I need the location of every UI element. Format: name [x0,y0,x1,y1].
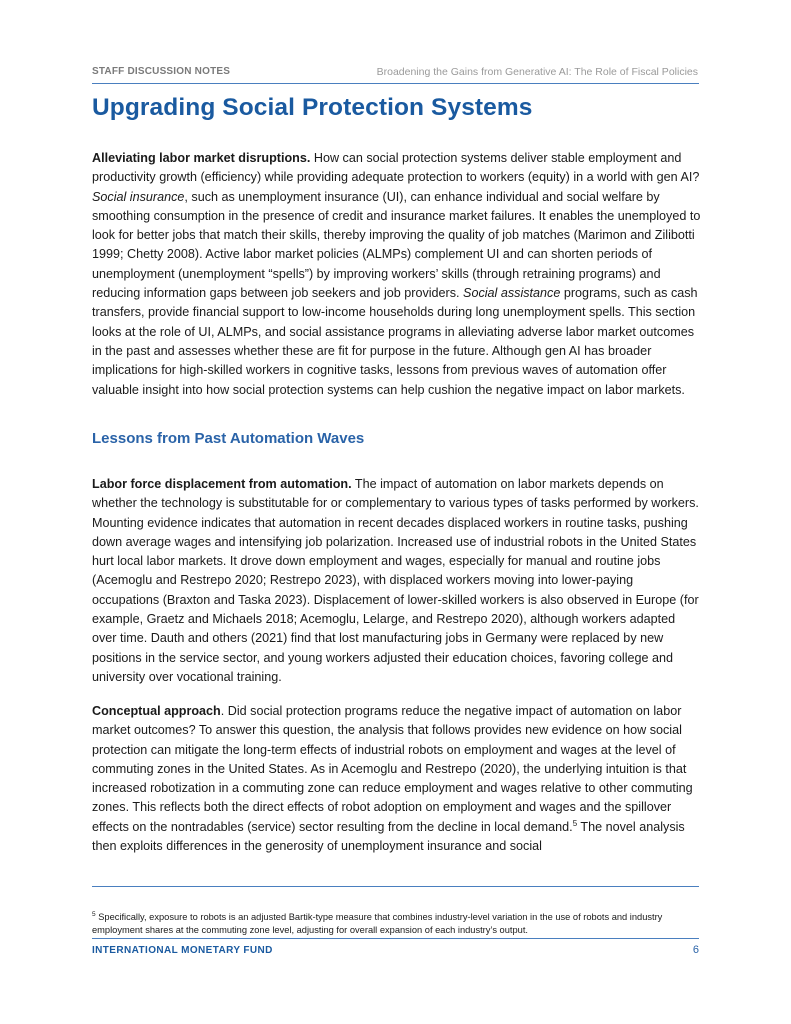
footnote [92,909,702,936]
header-divider [92,83,699,84]
footnote-marker: 5 [92,911,96,918]
italic-term: Social assistance [463,286,561,301]
paragraph-conceptual-approach [92,702,702,856]
paragraph-lead: Labor force displacement from automation. [92,477,352,491]
page-title: Upgrading Social Protection Systems [92,94,533,121]
paragraph-alleviating-disruptions [92,149,702,400]
paragraph-text: How can social protection systems deliver stable employment and productivity growth (efficiency) while providing adequate protection to workers (equity) in a world with gen AI? [92,151,700,185]
paragraph-labor-displacement [92,475,702,687]
footnote-text: Specifically, exposure to robots is an adjusted Bartik-type measure that combines industry-level variation in the use of robots and industry employment shares at the commuting zone level, adjusting for overall expansion of each industry’s output. [92,912,663,935]
paragraph-lead: Alleviating labor market disruptions. [92,151,311,165]
paragraph-lead: Conceptual approach [92,704,221,718]
footnote-divider [92,886,699,887]
paragraph-text: programs, such as cash transfers, provide financial support to low-income households during long unemployment spells. This section looks at the role of UI, ALMPs, and social assistance programs in alleviating adverse labor market outcomes in the past and assesses whether these are fit for purpose in the future. Although gen AI has broader implications for high-skilled workers in cognitive tasks, lessons from previous waves of automation offer valuable insight into how social protection systems can help cushion the negative impact on labor markets. [92,286,698,397]
header-series-label: STAFF DISCUSSION NOTES [92,66,231,77]
paragraph-text: The novel analysis then exploits differences in the generosity of unemployment insurance and social [92,819,685,854]
header-document-title: Broadening the Gains from Generative AI: The Role of Fiscal Policies [376,66,698,78]
footer-divider [92,938,699,939]
paragraph-text: The impact of automation on labor markets depends on whether the technology is substitutable for or complementary to various types of tasks performed by workers. Mounting evidence indicates that automation in recent decades displaced workers in routine tasks, pushing down average wages and intensifying job polarization. Increased use of industrial robots in the United States hurt local labor markets. It drove down employment and wages, especially for manual and routine jobs (Acemoglu and Restrepo 2020; Restrepo 2023), with displaced workers moving into lower-paying occupations (Braxton and Taska 2023). Displacement of lower-skilled workers is also observed in Europe (for example, Graetz and Michaels 2018; Acemoglu, Lelarge, and Restrepo 2020), although workers adapted over time. Dauth and others (2021) find that lost manufacturing jobs in Germany were replaced by new positions in the service sector, and young workers adjusted their education choices, favoring college and university over vocational training. [92,477,699,684]
running-header [92,66,698,82]
paragraph-text: , such as unemployment insurance (UI), can enhance individual and social welfare by smoothing consumption in the presence of credit and insurance market failures. It enables the unemployed to look for better jobs that match their skills, thereby improving the quality of job matches (Marimon and Zilibotti 1999; Chetty 2008). Active labor market policies (ALMPs) complement UI and can shorten periods of unemployment (unemployment “spells”) by improving workers’ skills (through retraining programs) and reducing information gaps between job seekers and job providers. [92,189,701,301]
footnote-reference[interactable]: 5 [572,818,578,828]
section-heading: Lessons from Past Automation Waves [92,430,365,447]
footer-organization: INTERNATIONAL MONETARY FUND [92,945,273,956]
italic-term: Social insurance [92,189,185,204]
paragraph-text: . Did social protection programs reduce the negative impact of automation on labor market outcomes? To answer this question, the analysis that follows provides new evidence on how social protection can mitigate the long-term effects of industrial robots on employment and wages at the level of commuting zones in the United States. As in Acemoglu and Restrepo (2020), the underlying intuition is that increased robotization in a commuting zone can reduce employment and wages relative to other commuting zones. This reflects both the direct effects of robot adoption on employment and wages and the spillover effects on the nontradables (service) sector resulting from the decline in local demand. [92,704,693,834]
page-number: 6 [692,944,699,956]
